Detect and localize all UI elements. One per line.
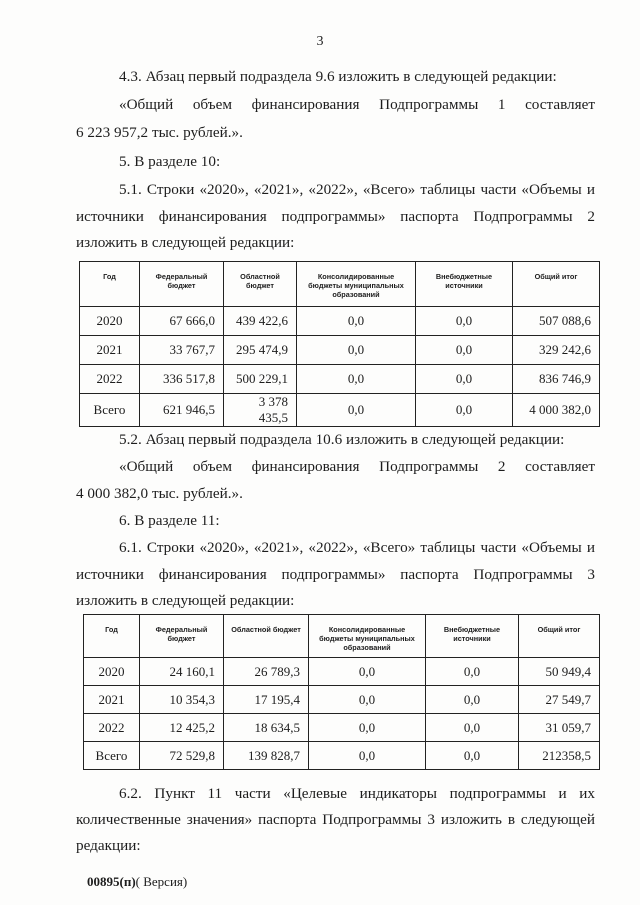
cell-total: 27 549,7 bbox=[519, 686, 600, 714]
paragraph-6-1-line2: источники финансирования подпрограммы» паспорта Подпрограммы 3 bbox=[76, 566, 595, 583]
cell-total: 329 242,6 bbox=[513, 336, 600, 365]
cell-total: 50 949,4 bbox=[519, 658, 600, 686]
cell-municipal: 0,0 bbox=[297, 365, 416, 394]
paragraph-quote-1-line2: 6 223 957,2 тыс. рублей.». bbox=[76, 124, 243, 141]
cell-total: 4 000 382,0 bbox=[513, 394, 600, 427]
paragraph-5-1-line1: 5.1. Строки «2020», «2021», «2022», «Всего» таблицы части «Объемы и bbox=[119, 181, 595, 198]
cell-year: Всего bbox=[80, 394, 140, 427]
table-row-total bbox=[80, 394, 600, 427]
cell-total: 836 746,9 bbox=[513, 365, 600, 394]
cell-regional: 500 229,1 bbox=[224, 365, 297, 394]
paragraph-5-1-line3: изложить в следующей редакции: bbox=[76, 234, 295, 251]
cell-year: 2022 bbox=[84, 714, 140, 742]
cell-extrabudget: 0,0 bbox=[426, 658, 519, 686]
cell-extrabudget: 0,0 bbox=[416, 336, 513, 365]
col-header-federal: Федеральный бюджет bbox=[140, 615, 224, 658]
financing-table-subprogram-3 bbox=[83, 614, 600, 770]
paragraph-quote-2-line1: «Общий объем финансирования Подпрограммы 2 составляет bbox=[119, 458, 595, 475]
cell-extrabudget: 0,0 bbox=[426, 742, 519, 770]
cell-year: 2020 bbox=[80, 307, 140, 336]
table-row bbox=[80, 336, 600, 365]
col-header-year: Год bbox=[80, 262, 140, 307]
cell-total: 507 088,6 bbox=[513, 307, 600, 336]
col-header-year: Год bbox=[84, 615, 140, 658]
cell-federal: 336 517,8 bbox=[140, 365, 224, 394]
table-header-row bbox=[84, 615, 600, 658]
paragraph-quote-1-line1: «Общий объем финансирования Подпрограммы 1 составляет bbox=[119, 96, 595, 113]
cell-municipal: 0,0 bbox=[309, 658, 426, 686]
financing-table-subprogram-2 bbox=[79, 261, 600, 427]
document-footer bbox=[87, 874, 187, 890]
paragraph-4-3: 4.3. Абзац первый подраздела 9.6 изложить в следующей редакции: bbox=[119, 68, 557, 85]
col-header-regional: Областной бюджет bbox=[224, 262, 297, 307]
cell-regional: 439 422,6 bbox=[224, 307, 297, 336]
page-number: 3 bbox=[316, 34, 324, 49]
paragraph-6-1-line1: 6.1. Строки «2020», «2021», «2022», «Всего» таблицы части «Объемы и bbox=[119, 539, 595, 556]
cell-total: 212358,5 bbox=[519, 742, 600, 770]
cell-regional: 139 828,7 bbox=[224, 742, 309, 770]
cell-municipal: 0,0 bbox=[297, 336, 416, 365]
cell-regional: 18 634,5 bbox=[224, 714, 309, 742]
col-header-extrabudget: Внебюджетные источники bbox=[416, 262, 513, 307]
cell-regional: 3 378 435,5 bbox=[224, 394, 297, 427]
cell-extrabudget: 0,0 bbox=[416, 394, 513, 427]
cell-federal: 10 354,3 bbox=[140, 686, 224, 714]
cell-federal: 24 160,1 bbox=[140, 658, 224, 686]
table-row bbox=[80, 365, 600, 394]
col-header-municipal: Консолидированные бюджеты муниципальных образований bbox=[297, 262, 416, 307]
cell-year: 2021 bbox=[84, 686, 140, 714]
cell-federal: 72 529,8 bbox=[140, 742, 224, 770]
paragraph-6-2-line2: количественные значения» паспорта Подпрограммы 3 изложить в следующей bbox=[76, 811, 595, 828]
cell-federal: 621 946,5 bbox=[140, 394, 224, 427]
cell-extrabudget: 0,0 bbox=[426, 714, 519, 742]
cell-extrabudget: 0,0 bbox=[416, 365, 513, 394]
paragraph-5: 5. В разделе 10: bbox=[119, 153, 221, 170]
cell-regional: 26 789,3 bbox=[224, 658, 309, 686]
cell-municipal: 0,0 bbox=[309, 686, 426, 714]
paragraph-6-2-line1: 6.2. Пункт 11 части «Целевые индикаторы подпрограммы и их bbox=[119, 785, 595, 802]
cell-year: 2020 bbox=[84, 658, 140, 686]
col-header-total: Общий итог bbox=[519, 615, 600, 658]
cell-year: 2021 bbox=[80, 336, 140, 365]
col-header-federal: Федеральный бюджет bbox=[140, 262, 224, 307]
table-row bbox=[80, 307, 600, 336]
table-header-row bbox=[80, 262, 600, 307]
table-row bbox=[84, 686, 600, 714]
paragraph-6-2-line3: редакции: bbox=[76, 837, 141, 854]
paragraph-5-2: 5.2. Абзац первый подраздела 10.6 изложить в следующей редакции: bbox=[119, 431, 565, 448]
cell-regional: 17 195,4 bbox=[224, 686, 309, 714]
paragraph-quote-2-line2: 4 000 382,0 тыс. рублей.». bbox=[76, 485, 243, 502]
document-code: 00895(п) bbox=[87, 874, 136, 889]
cell-municipal: 0,0 bbox=[297, 307, 416, 336]
cell-municipal: 0,0 bbox=[309, 714, 426, 742]
table-row bbox=[84, 714, 600, 742]
cell-total: 31 059,7 bbox=[519, 714, 600, 742]
cell-federal: 12 425,2 bbox=[140, 714, 224, 742]
table-row-total bbox=[84, 742, 600, 770]
col-header-regional: Областной бюджет bbox=[224, 615, 309, 658]
cell-year: Всего bbox=[84, 742, 140, 770]
cell-federal: 67 666,0 bbox=[140, 307, 224, 336]
cell-extrabudget: 0,0 bbox=[426, 686, 519, 714]
cell-municipal: 0,0 bbox=[297, 394, 416, 427]
cell-year: 2022 bbox=[80, 365, 140, 394]
cell-federal: 33 767,7 bbox=[140, 336, 224, 365]
cell-regional: 295 474,9 bbox=[224, 336, 297, 365]
paragraph-5-1-line2: источники финансирования подпрограммы» паспорта Подпрограммы 2 bbox=[76, 208, 595, 225]
table-row bbox=[84, 658, 600, 686]
paragraph-6-1-line3: изложить в следующей редакции: bbox=[76, 592, 295, 609]
col-header-total: Общий итог bbox=[513, 262, 600, 307]
cell-extrabudget: 0,0 bbox=[416, 307, 513, 336]
col-header-municipal: Консолидированные бюджеты муниципальных образований bbox=[309, 615, 426, 658]
document-version: ( Версия) bbox=[135, 874, 188, 889]
cell-municipal: 0,0 bbox=[309, 742, 426, 770]
col-header-extrabudget: Внебюджетные источники bbox=[426, 615, 519, 658]
paragraph-6: 6. В разделе 11: bbox=[119, 512, 220, 529]
